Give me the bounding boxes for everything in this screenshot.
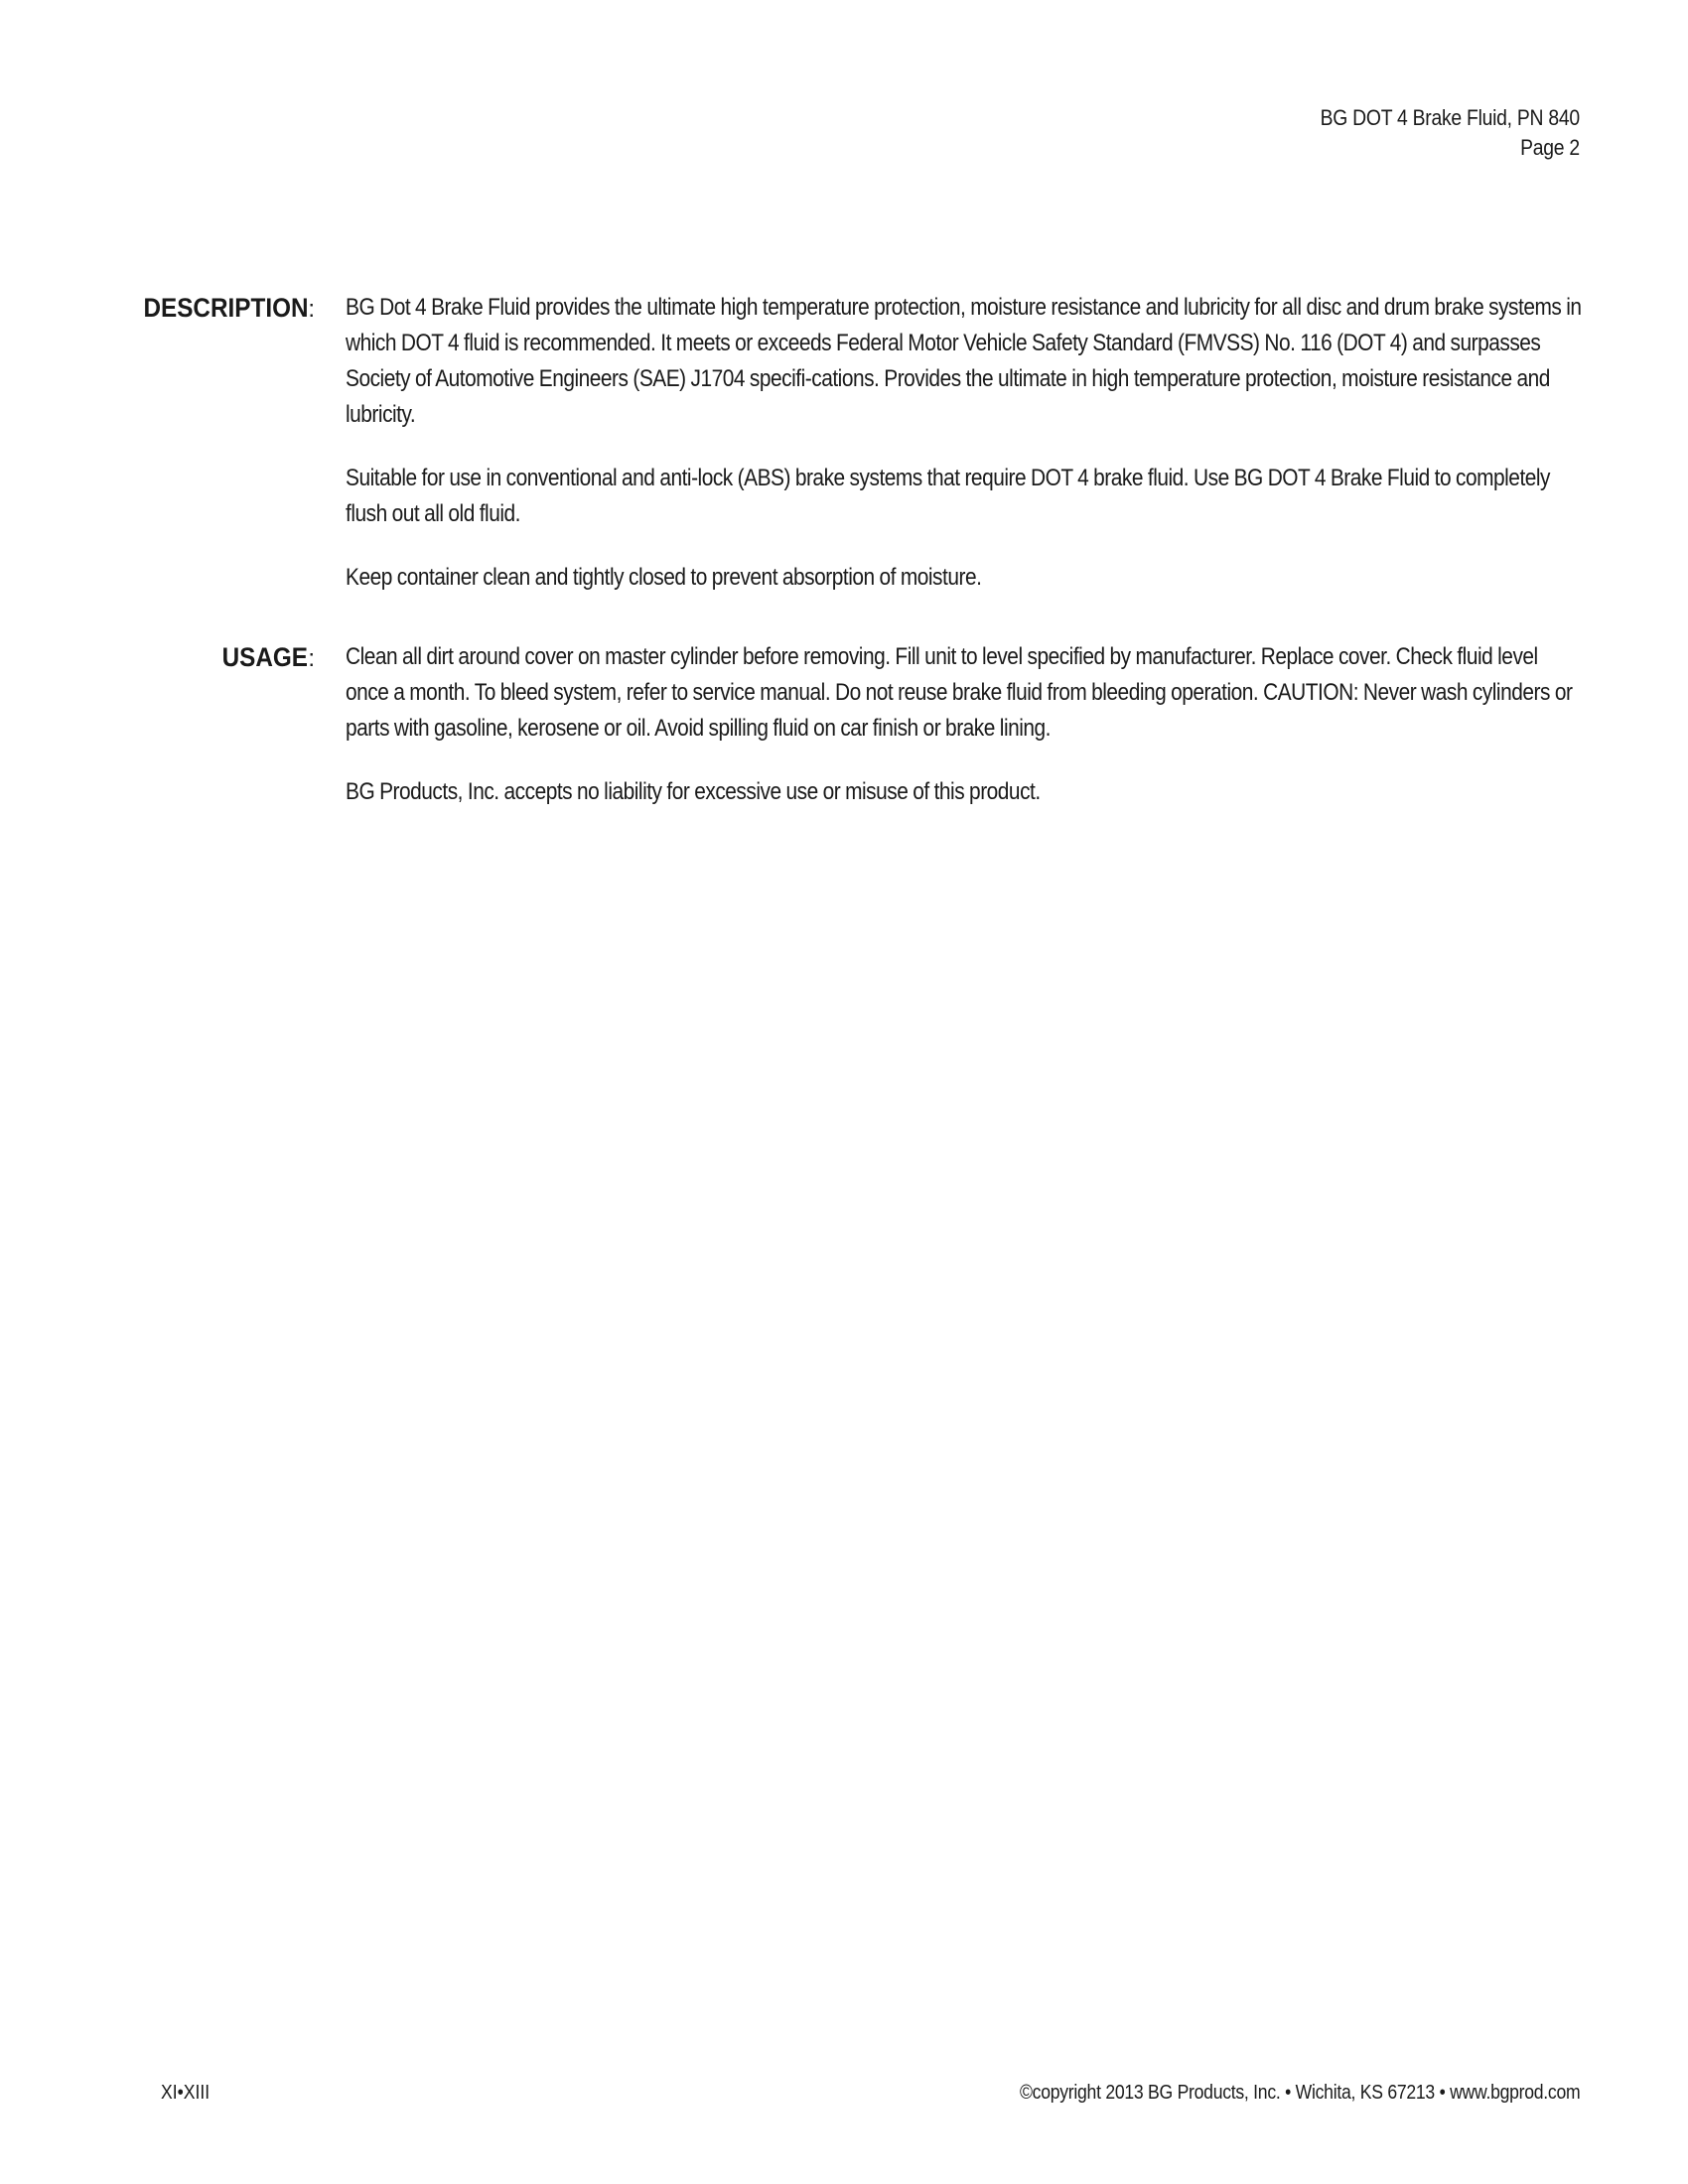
- description-label-colon: :: [308, 296, 315, 323]
- page-header: [1321, 103, 1580, 163]
- usage-body: [346, 639, 1583, 838]
- usage-label: [0, 639, 315, 677]
- description-label-text: DESCRIPTION: [143, 293, 309, 323]
- description-paragraph: Suitable for use in conventional and anti-lock (ABS) brake systems that require DOT 4 brake fluid. Use BG DOT 4 Brake Fluid to completely flush out all old fluid.: [346, 465, 1551, 527]
- footer-copyright: ©copyright 2013 BG Products, Inc. • Wichita, KS 67213 • www.bgprod.com: [1019, 2082, 1580, 2104]
- usage-label-text: USAGE: [221, 642, 309, 672]
- description-label: [0, 290, 315, 328]
- document-title: BG DOT 4 Brake Fluid, PN 840: [1320, 105, 1580, 130]
- usage-paragraph: Clean all dirt around cover on master cylinder before removing. Fill unit to level specified by manufacturer. Replace cover. Check fluid level once a month. To bleed system, refer to service manual. Do not reuse brake fluid from bleeding operation. CAUTION: Never wash cylinders or parts with gasoline, kerosene or oil. Avoid spilling fluid on car finish or brake lining.: [346, 643, 1573, 742]
- usage-label-colon: :: [308, 645, 315, 672]
- usage-paragraph: BG Products, Inc. accepts no liability for excessive use or misuse of this product.: [346, 778, 1041, 805]
- page-number: Page 2: [1520, 135, 1580, 160]
- description-paragraph: BG Dot 4 Brake Fluid provides the ultimate high temperature protection, moisture resistance and lubricity for all disc and drum brake systems in which DOT 4 fluid is recommended. It meets or exceeds Federal Motor Vehicle Safety Standard (FMVSS) No. 116 (DOT 4) and surpasses Society of Automotive Engineers (SAE) J1704 specifi-cations. Provides the ultimate in high temperature protection, moisture resistance and lubricity.: [346, 294, 1582, 428]
- description-paragraph: Keep container clean and tightly closed to prevent absorption of moisture.: [346, 564, 982, 591]
- footer-code: XI•XIII: [161, 2082, 211, 2104]
- description-body: [346, 290, 1583, 623]
